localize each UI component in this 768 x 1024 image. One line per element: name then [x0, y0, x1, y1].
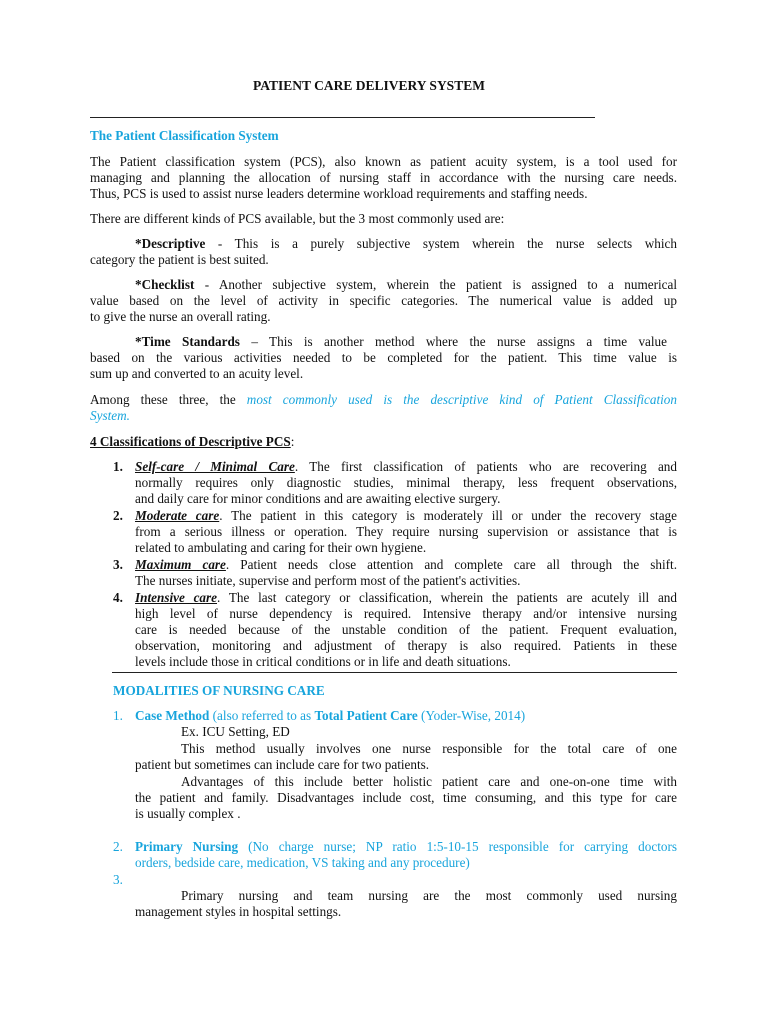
- primary-nursing-num: 2.: [113, 839, 123, 854]
- classification-4-line2: high level of nurse dependency is required. Intensive therapy and/or intensive nursing: [135, 606, 677, 621]
- among-highlight: most commonly used is the descriptive kind of Patient Classification: [246, 392, 677, 407]
- among-line2: System.: [90, 408, 130, 423]
- title-underline: [90, 117, 595, 118]
- classification-4-line5: levels include those in critical conditions or in life and death situations.: [135, 654, 511, 669]
- pcs-para1-line1: The Patient classification system (PCS), also known as patient acuity system, is a tool used for: [90, 154, 677, 169]
- case-method-p2-line2: the patient and family. Disadvantages include cost, time consuming, and this type for care: [135, 790, 677, 805]
- classification-4-line1: [135, 590, 677, 606]
- classification-3-line1: [135, 557, 677, 573]
- classification-1-line3: and daily care for minor conditions and are awaiting elective surgery.: [135, 491, 501, 506]
- pcs-heading: The Patient Classification System: [90, 128, 279, 143]
- classification-1-text: . The first classification of patients who are recovering and: [294, 459, 677, 474]
- classification-4-line4: observation, monitoring and adjustment of therapy is also required. Patients in these: [135, 638, 677, 653]
- classifications-heading: [90, 434, 294, 450]
- time-text: – This is another method where the nurse assigns a time value: [251, 334, 668, 349]
- case-method-title: [135, 708, 525, 724]
- item3-num: 3.: [113, 872, 123, 887]
- classification-1-line1: [135, 459, 677, 475]
- among-line1: [90, 392, 677, 408]
- modalities-heading: MODALITIES OF NURSING CARE: [113, 683, 325, 698]
- classification-2-line3: related to ambulating and caring for their own hygiene.: [135, 540, 427, 555]
- checklist-text: - Another subjective system, wherein the patient is assigned to a numerical: [204, 277, 677, 292]
- classification-4-text: . The last category or classification, wherein the patients are acutely ill and: [217, 590, 677, 605]
- classifications-heading-colon: :: [290, 434, 295, 449]
- case-method-alt: Total Patient Care: [314, 708, 418, 723]
- closing-line2: management styles in hospital settings.: [135, 904, 342, 919]
- descriptive-text: - This is a purely subjective system wherein the nurse selects which: [217, 236, 677, 251]
- pcs-para1-line2: managing and planning the allocation of nursing staff in accordance with the nursing care needs.: [90, 170, 677, 185]
- classification-2-line2: from a serious illness or operation. They require nursing supervision or assistance that is: [135, 524, 677, 539]
- descriptive-line2: category the patient is best suited.: [90, 252, 269, 267]
- primary-nursing-desc: (No charge nurse; NP ratio 1:5-10-15 responsible for carrying doctors: [238, 839, 677, 854]
- among-prefix: Among these three, the: [90, 392, 236, 407]
- descriptive-line1: [135, 236, 677, 252]
- classification-4-term: Intensive care: [135, 590, 218, 605]
- classification-num-2: 2.: [113, 508, 123, 523]
- primary-nursing-line2: orders, bedside care, medication, VS taking and any procedure): [135, 855, 470, 870]
- primary-nursing-name: Primary Nursing: [135, 839, 239, 854]
- classification-3-line2: The nurses initiate, supervise and perform most of the patient's activities.: [135, 573, 521, 588]
- classification-1-line2: normally requires only diagnostic studies, minimal therapy, less frequent observations,: [135, 475, 677, 490]
- case-method-p1-line2: patient but sometimes can include care for two patients.: [135, 757, 430, 772]
- pcs-para1-line3: Thus, PCS is used to assist nurse leaders determine workload requirements and staffing needs.: [90, 186, 588, 201]
- classification-num-3: 3.: [113, 557, 123, 572]
- case-method-cite: (Yoder-Wise, 2014): [417, 708, 526, 723]
- case-method-p1-line1: This method usually involves one nurse responsible for the total care of one: [181, 741, 677, 756]
- time-line2: based on the various activities needed to be completed for the patient. This time value is: [90, 350, 677, 365]
- checklist-line1: [135, 277, 677, 293]
- classifications-heading-text: 4 Classifications of Descriptive PCS: [90, 434, 291, 449]
- classification-4-line3: care is needed because of the unstable condition of the patient. Frequent evaluation,: [135, 622, 677, 637]
- classification-1-term: Self-care / Minimal Care: [135, 459, 295, 474]
- case-method-mid: (also referred to as: [209, 708, 315, 723]
- classification-num-4: 4.: [113, 590, 123, 605]
- closing-line1: Primary nursing and team nursing are the most commonly used nursing: [181, 888, 677, 903]
- primary-nursing-line1: [135, 839, 677, 855]
- time-label: *Time Standards: [135, 334, 240, 349]
- case-method-num: 1.: [113, 708, 123, 723]
- descriptive-label: *Descriptive: [135, 236, 206, 251]
- time-line1: [135, 334, 667, 350]
- pcs-para2: There are different kinds of PCS available, but the 3 most commonly used are:: [90, 211, 505, 226]
- checklist-label: *Checklist: [135, 277, 195, 292]
- classification-2-text: . The patient in this category is moderately ill or under the recovery stage: [219, 508, 677, 523]
- section-divider: [112, 672, 677, 673]
- classification-2-line1: [135, 508, 677, 524]
- checklist-line3: to give the nurse an overall rating.: [90, 309, 271, 324]
- classification-3-text: . Patient needs close attention and complete care all through the shift.: [225, 557, 677, 572]
- case-method-name: Case Method: [135, 708, 210, 723]
- page-title: PATIENT CARE DELIVERY SYSTEM: [253, 78, 485, 93]
- case-method-p2-line1: Advantages of this include better holistic patient care and one-on-one time with: [181, 774, 677, 789]
- checklist-line2: value based on the level of activity in specific categories. The numerical value is added up: [90, 293, 677, 308]
- case-method-p2-line3: is usually complex .: [135, 806, 241, 821]
- time-line3: sum up and converted to an acuity level.: [90, 366, 304, 381]
- classification-2-term: Moderate care: [135, 508, 220, 523]
- classification-3-term: Maximum care: [135, 557, 226, 572]
- case-method-example: Ex. ICU Setting, ED: [181, 724, 290, 739]
- classification-num-1: 1.: [113, 459, 123, 474]
